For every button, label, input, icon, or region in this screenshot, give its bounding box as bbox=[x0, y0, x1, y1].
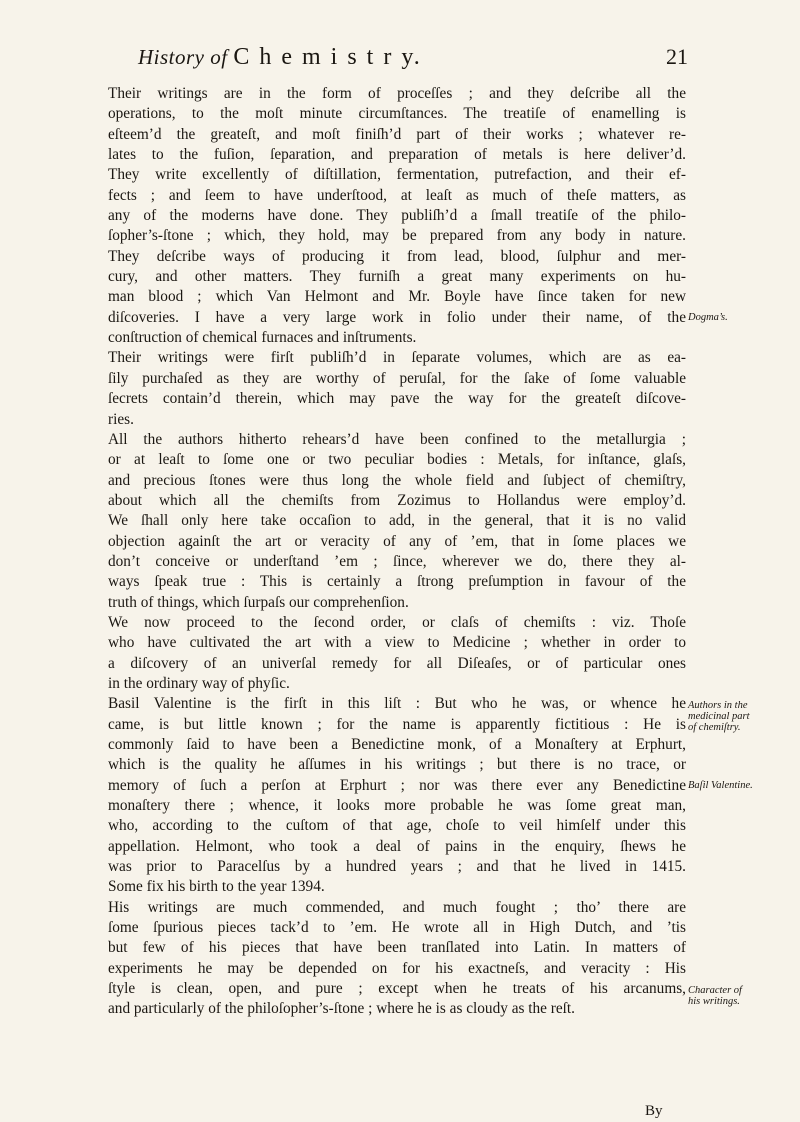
text-line: diſcoveries. I have a very large work in folio under their name, of the bbox=[108, 308, 686, 326]
text-line: about which all the chemiſts from Zozimus to Hollandus were employ’d. bbox=[108, 491, 686, 509]
text-line: cury, and other matters. They furniſh a great many experiments on hu- bbox=[108, 268, 686, 286]
paragraph bbox=[90, 613, 686, 694]
text-line: but few of his pieces that have been tranſlated into Latin. In matters of bbox=[108, 939, 686, 957]
margin-note-line: of chemiſtry. bbox=[688, 722, 741, 733]
margin-note-dogma: Dogma’s. bbox=[688, 312, 728, 323]
text-line: Basil Valentine is the firſt in this liſt : But who he was, or whence he bbox=[108, 695, 686, 713]
margin-note-line: medicinal part bbox=[688, 711, 750, 722]
margin-note-basil: Baſil Valentine. bbox=[688, 780, 753, 791]
text-line: and particularly of the philoſopher’s-ſtone ; where he is as cloudy as the reſt. bbox=[108, 1000, 575, 1018]
text-line: a diſcovery of an univerſal remedy for all Diſeaſes, or of particular ones bbox=[108, 654, 686, 672]
text-line: We now proceed to the ſecond order, or claſs of chemiſts : viz. Thoſe bbox=[108, 613, 686, 631]
text-line: monaſtery there ; whence, it looks more probable he was ſome great man, bbox=[108, 797, 686, 815]
text-line: who, according to the cuſtom of that age, choſe to veil himſelf under this bbox=[108, 817, 686, 835]
text-line: Their writings were firſt publiſh’d in ſeparate volumes, which are as ea- bbox=[108, 349, 686, 367]
text-line: objection againſt the art or veracity of any of ’em, that in ſome places we bbox=[108, 532, 686, 550]
catchword: By bbox=[645, 1103, 663, 1119]
margin-note-line: his writings. bbox=[688, 996, 740, 1007]
paragraph bbox=[90, 84, 686, 348]
running-title-of: of bbox=[204, 45, 234, 69]
running-title-history: History bbox=[138, 45, 205, 69]
paragraph bbox=[90, 430, 686, 613]
page-number: 21 bbox=[666, 44, 688, 69]
text-line: ſtyle is clean, open, and pure ; except when he treats of his arcanums, bbox=[108, 980, 686, 998]
text-line: His writings are much commended, and much fought ; tho’ there are bbox=[108, 898, 686, 916]
text-line: They write excellently of diſtillation, fermentation, putrefaction, and their ef- bbox=[108, 166, 686, 184]
text-line: who have cultivated the art with a view to Medicine ; whether in order to bbox=[108, 634, 686, 652]
text-line: and precious ſtones were thus long the whole field and ſubject of chemiſtry, bbox=[108, 471, 686, 489]
margin-note-line: Character of bbox=[688, 985, 742, 996]
text-line: man blood ; which Van Helmont and Mr. Boyle have ſince taken for new bbox=[108, 288, 686, 306]
text-line: ſecrets contain’d therein, which may pave the way for the greateſt diſcove- bbox=[108, 390, 686, 408]
margin-note-authors bbox=[688, 700, 798, 733]
text-line: conſtruction of chemical furnaces and inſtruments. bbox=[108, 329, 417, 347]
paragraph bbox=[90, 898, 686, 1020]
text-line: commonly ſaid to have been a Benedictine monk, of a Monaſtery at Erphurt, bbox=[108, 736, 686, 753]
text-line: ſily purchaſed as they are worthy of peruſal, for the ſake of ſome valuable bbox=[108, 369, 686, 387]
margin-note-character bbox=[688, 985, 798, 1007]
text-line: which is the quality he aſſumes in his writings ; but there is no trace, or bbox=[108, 756, 686, 774]
running-title bbox=[138, 44, 422, 71]
text-line: don’t conceive or underſtand ’em ; ſince, wherever we do, there they al- bbox=[108, 552, 686, 570]
text-line: ſome ſpurious pieces tack’d to ’em. He wrote all in High Dutch, and ’tis bbox=[108, 919, 686, 937]
text-line: Their writings are in the form of proceſſes ; and they deſcribe all the bbox=[108, 85, 686, 102]
text-line: ways ſpeak true : This is certainly a ſtrong preſumption in favour of the bbox=[108, 573, 686, 591]
text-line: Some fix his birth to the year 1394. bbox=[108, 878, 325, 896]
text-line: appellation. Helmont, who took a deal of pains in the enquiry, ſhews he bbox=[108, 837, 686, 855]
body-text bbox=[90, 84, 686, 1020]
text-line: experiments he may be depended on for his exactneſs, and veracity : His bbox=[108, 959, 686, 977]
text-line: memory of ſuch a perſon at Erphurt ; nor was there ever any Benedictine bbox=[108, 776, 686, 794]
running-title-chemistry: C h e m i s t r y. bbox=[233, 44, 422, 70]
text-line: operations, to the moſt minute circumſtances. The treatiſe of enamelling is bbox=[108, 105, 686, 123]
text-line: We ſhall only here take occaſion to add, in the general, that it is no valid bbox=[108, 512, 686, 530]
margin-note-line: Authors in the bbox=[688, 700, 748, 711]
text-line: truth of things, which ſurpaſs our comprehenſion. bbox=[108, 593, 409, 611]
text-line: lates to the fuſion, ſeparation, and preparation of metals is here deliver’d. bbox=[108, 146, 686, 164]
text-line: They deſcribe ways of producing it from lead, blood, ſulphur and mer- bbox=[108, 247, 686, 265]
running-header bbox=[138, 44, 688, 84]
paragraph bbox=[90, 348, 686, 429]
text-line: was prior to Paracelſus by a hundred years ; and that he lived in 1415. bbox=[108, 858, 686, 876]
text-line: eſteem’d the greateſt, and moſt finiſh’d part of their works ; whatever re- bbox=[108, 125, 686, 143]
text-line: All the authors hitherto rehears’d have been confined to the metallurgia ; bbox=[108, 430, 686, 448]
text-line: fects ; and ſeem to have underſtood, at leaſt as much of theſe matters, as bbox=[108, 186, 686, 204]
text-line: ries. bbox=[108, 410, 134, 428]
text-line: ſopher’s-ſtone ; which, they hold, may be prepared from any body in nature. bbox=[108, 227, 686, 245]
text-line: or at leaſt to ſome one or two peculiar bodies : Metals, for inſtance, glaſs, bbox=[108, 451, 686, 469]
text-line: in the ordinary way of phyſic. bbox=[108, 674, 290, 692]
paragraph bbox=[90, 694, 686, 897]
text-line: any of the moderns have done. They publiſh’d a ſmall treatiſe of the philo- bbox=[108, 207, 686, 225]
text-line: came, is but little known ; for the name is apparently fictitious : He is bbox=[108, 715, 686, 733]
